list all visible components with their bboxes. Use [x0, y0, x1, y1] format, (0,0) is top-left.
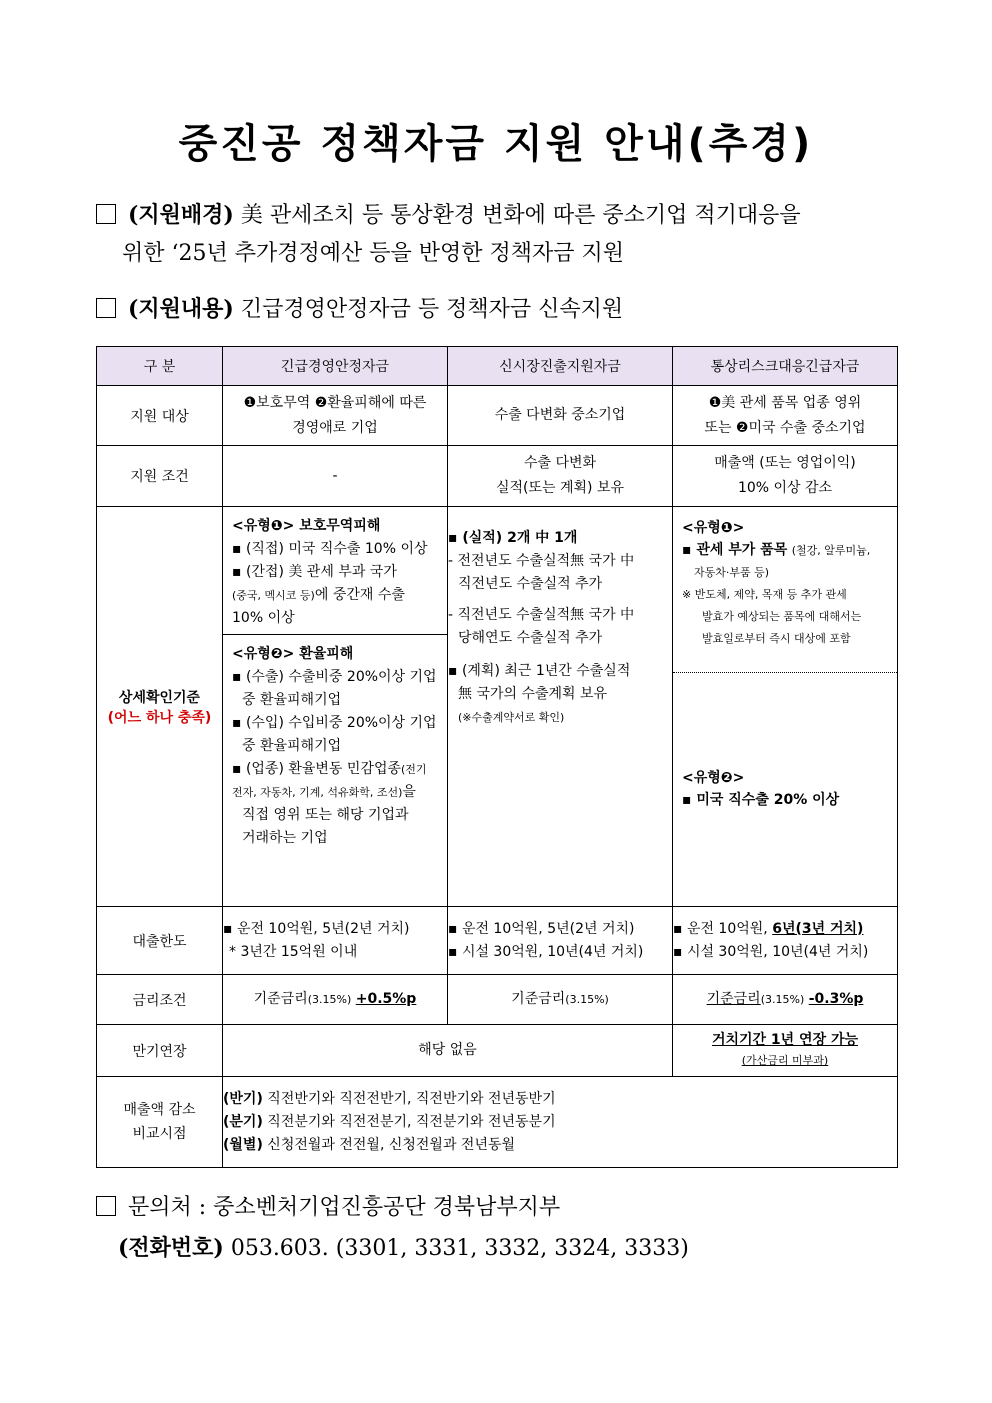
- section-content: [96, 290, 623, 329]
- list-item: ▪ 미국 직수출 20% 이상: [682, 792, 840, 808]
- list-item: ▪ 시설 30억원, 10년(4년 거치): [448, 943, 644, 960]
- list-item: 중 환율피해기업: [242, 738, 342, 754]
- detail-col1: [223, 507, 448, 907]
- header-emergency-fund: 긴급경영안정자금: [223, 347, 448, 386]
- type2-title: <유형❷>: [682, 770, 745, 786]
- header-trade-risk-fund: 통상리스크대응긴급자금: [673, 347, 898, 386]
- table-row-compare: [97, 1077, 898, 1168]
- detail-col3-type2: [673, 673, 897, 905]
- text: 신청전월과 전전월, 신청전월과 전년동월: [262, 1136, 516, 1153]
- list-item: [223, 1111, 897, 1134]
- phone-number: 053.603. (3301, 3331, 3332, 3324, 3333): [223, 1236, 689, 1261]
- text: ▪ 관세 부가 품목: [682, 542, 788, 558]
- background-text-1: 美 관세조치 등 통상환경 변화에 따른 중소기업 적기대응을: [240, 203, 801, 228]
- table-row-limit: [97, 907, 898, 975]
- small-note: 발효일로부터 즉시 대상에 포함: [702, 632, 851, 645]
- list-item: ▪ (수출) 수출비중 20%이상 기업: [232, 669, 437, 685]
- condition-col3-line2: 10% 이상 감소: [737, 480, 833, 496]
- list-item: [232, 584, 438, 607]
- detail-col1-type2: [223, 635, 447, 858]
- header-category: 구 분: [97, 347, 223, 386]
- condition-col2-line2: 실적(또는 계획) 보유: [495, 480, 625, 496]
- row-label-rate: 금리조건: [97, 975, 223, 1025]
- detail-col1-type1: [223, 507, 447, 635]
- contact-section: [96, 1188, 689, 1269]
- target-col1: [223, 386, 448, 446]
- compare-content: [223, 1077, 898, 1168]
- row-label-target: 지원 대상: [97, 386, 223, 446]
- rate-col1: [223, 975, 448, 1025]
- checkbox-square-icon: [96, 204, 116, 224]
- table-row-extension: [97, 1025, 898, 1077]
- phone-label: (전화번호): [118, 1235, 224, 1261]
- text: 매출액 감소: [123, 1102, 196, 1118]
- condition-col1: -: [223, 446, 448, 507]
- small-note: (3.15%): [760, 993, 805, 1006]
- limit-col1: [223, 907, 448, 975]
- list-item: ▪ (수입) 수입비중 20%이상 기업: [232, 715, 437, 731]
- list-item: ▪ (직접) 미국 직수출 10% 이상: [232, 541, 428, 557]
- text: 거치기간 1년 연장 가능: [711, 1032, 859, 1048]
- condition-col3: [673, 446, 898, 507]
- list-item: 직전년도 수출실적 추가: [458, 576, 603, 592]
- detail-col3-type1: [673, 507, 897, 673]
- list-item: - 전전년도 수출실적無 국가 中: [448, 553, 635, 569]
- small-note: (※수출계약서로 확인): [458, 711, 565, 724]
- row-label-extension: 만기연장: [97, 1025, 223, 1077]
- text: 비교시점: [132, 1126, 187, 1142]
- small-note: 발효가 예상되는 품목에 대해서는: [702, 610, 862, 623]
- detail-label-note: (어느 하나 충족): [107, 709, 212, 726]
- small-note: (3.15%): [565, 993, 609, 1006]
- policy-fund-table: [96, 346, 898, 1168]
- row-label-compare: [97, 1077, 223, 1168]
- row-label-condition: 지원 조건: [97, 446, 223, 507]
- section-background: [96, 196, 801, 273]
- list-item: 無 국가의 수출계획 보유: [458, 686, 608, 702]
- target-col1-line1: ❶보호무역 ❷환율피해에 따른: [243, 394, 427, 411]
- list-item: [223, 1088, 897, 1111]
- extension-col3: [673, 1025, 898, 1077]
- condition-col2-line1: 수출 다변화: [523, 455, 597, 471]
- small-note: (가산금리 미부과): [741, 1054, 829, 1067]
- list-item: - 직전년도 수출실적無 국가 中: [448, 607, 635, 623]
- list-item: * 3년간 15억원 이내: [229, 943, 358, 960]
- text: +0.5%p: [355, 991, 417, 1007]
- list-item: ▪ 운전 10억원, 5년(2년 거치): [223, 920, 410, 937]
- text: 직전분기와 직전전분기, 직전분기와 전년동분기: [262, 1113, 556, 1130]
- detail-label: 상세확인기준: [118, 689, 201, 706]
- extension-col12: 해당 없음: [223, 1025, 673, 1077]
- detail-col3: [673, 507, 898, 907]
- phone-line: [96, 1228, 689, 1269]
- small-note: (3.15%): [307, 993, 352, 1006]
- table-header-row: [97, 347, 898, 386]
- small-note: (철강, 알루미늄,: [791, 544, 871, 557]
- list-item: ▪ 운전 10억원, 5년(2년 거치): [448, 920, 635, 937]
- small-note: (중국, 멕시코 등): [232, 589, 315, 602]
- type1-title: <유형❶>: [682, 520, 745, 536]
- list-item: 거래하는 기업: [242, 830, 328, 846]
- condition-col3-line1: 매출액 (또는 영업이익): [714, 455, 856, 471]
- small-note: 전자, 자동차, 기계, 석유화학, 조선): [232, 786, 403, 799]
- row-label-limit: 대출한도: [97, 907, 223, 975]
- list-item: ▪ (계획) 최근 1년간 수출실적: [448, 663, 631, 679]
- content-label: (지원내용): [128, 296, 234, 322]
- checkbox-square-icon: [96, 298, 116, 318]
- text: 6년(3년 거치): [772, 920, 864, 937]
- list-item: 10% 이상: [232, 610, 295, 626]
- rate-col3: [673, 975, 898, 1025]
- contact-text: 문의처 : 중소벤처기업진흥공단 경북남부지부: [128, 1195, 561, 1220]
- row-label-detail: [97, 507, 223, 907]
- text: 을: [402, 784, 416, 800]
- text: 기준금리: [253, 991, 308, 1007]
- text: ▪ (업종) 환율변동 민감업종: [232, 761, 402, 777]
- background-text-2: 위한 ‘25년 추가경정예산 등을 반영한 정책자금 지원: [122, 241, 624, 266]
- text: 에 중간재 수출: [314, 587, 405, 603]
- page-title: 중진공 정책자금 지원 안내(추경): [178, 121, 814, 167]
- list-item: [232, 781, 438, 804]
- target-col2: 수출 다변화 중소기업: [448, 386, 673, 446]
- small-note: (전기: [401, 763, 427, 776]
- table-row-condition: [97, 446, 898, 507]
- list-item: 당해연도 수출실적 추가: [458, 630, 603, 646]
- text: 기준금리: [511, 991, 566, 1007]
- background-label: (지원배경): [128, 202, 234, 228]
- small-note: ※ 반도체, 제약, 목재 등 추가 관세: [682, 588, 847, 601]
- table-row-target: [97, 386, 898, 446]
- rate-col2: [448, 975, 673, 1025]
- text: (분기): [223, 1113, 263, 1130]
- text: (반기): [223, 1090, 263, 1107]
- text: (월별): [223, 1136, 263, 1153]
- type2-title: <유형❷> 환율피해: [232, 646, 354, 662]
- text: -0.3%p: [808, 991, 864, 1007]
- content-text: 긴급경영안정자금 등 정책자금 신속지원: [240, 297, 624, 322]
- list-item: 직접 영위 또는 해당 기업과: [242, 807, 409, 823]
- list-item: [223, 1134, 897, 1157]
- target-col3-line2: 또는 ❷미국 수출 중소기업: [704, 419, 866, 436]
- target-col1-line2: 경영애로 기업: [292, 419, 378, 436]
- condition-col2: [448, 446, 673, 507]
- detail-col2: [448, 507, 673, 907]
- text: ▪ 운전 10억원,: [673, 920, 773, 937]
- list-item: [232, 758, 438, 781]
- limit-col3: [673, 907, 898, 975]
- limit-col2: [448, 907, 673, 975]
- list-item: [682, 539, 888, 562]
- list-item: ▪ (간접) 美 관세 부과 국가: [232, 564, 397, 580]
- list-item: ▪ 시설 30억원, 10년(4년 거치): [673, 943, 869, 960]
- type1-title: <유형❶> 보호무역피해: [232, 518, 381, 534]
- list-item: 중 환율피해기업: [242, 692, 342, 708]
- text: 기준금리: [706, 991, 761, 1007]
- target-col3-line1: ❶美 관세 품목 업종 영위: [708, 394, 862, 411]
- checkbox-square-icon: [96, 1196, 116, 1216]
- list-item: [673, 918, 897, 941]
- target-col3: [673, 386, 898, 446]
- list-item: ▪ (실적) 2개 中 1개: [448, 530, 578, 546]
- small-note: 자동차·부품 등): [694, 566, 770, 579]
- header-new-market-fund: 신시장진출지원자금: [448, 347, 673, 386]
- table-row-rate: [97, 975, 898, 1025]
- text: 직전반기와 직전전반기, 직전반기와 전년동반기: [262, 1090, 556, 1107]
- table-row-detail: [97, 507, 898, 907]
- contact-line: [96, 1188, 689, 1228]
